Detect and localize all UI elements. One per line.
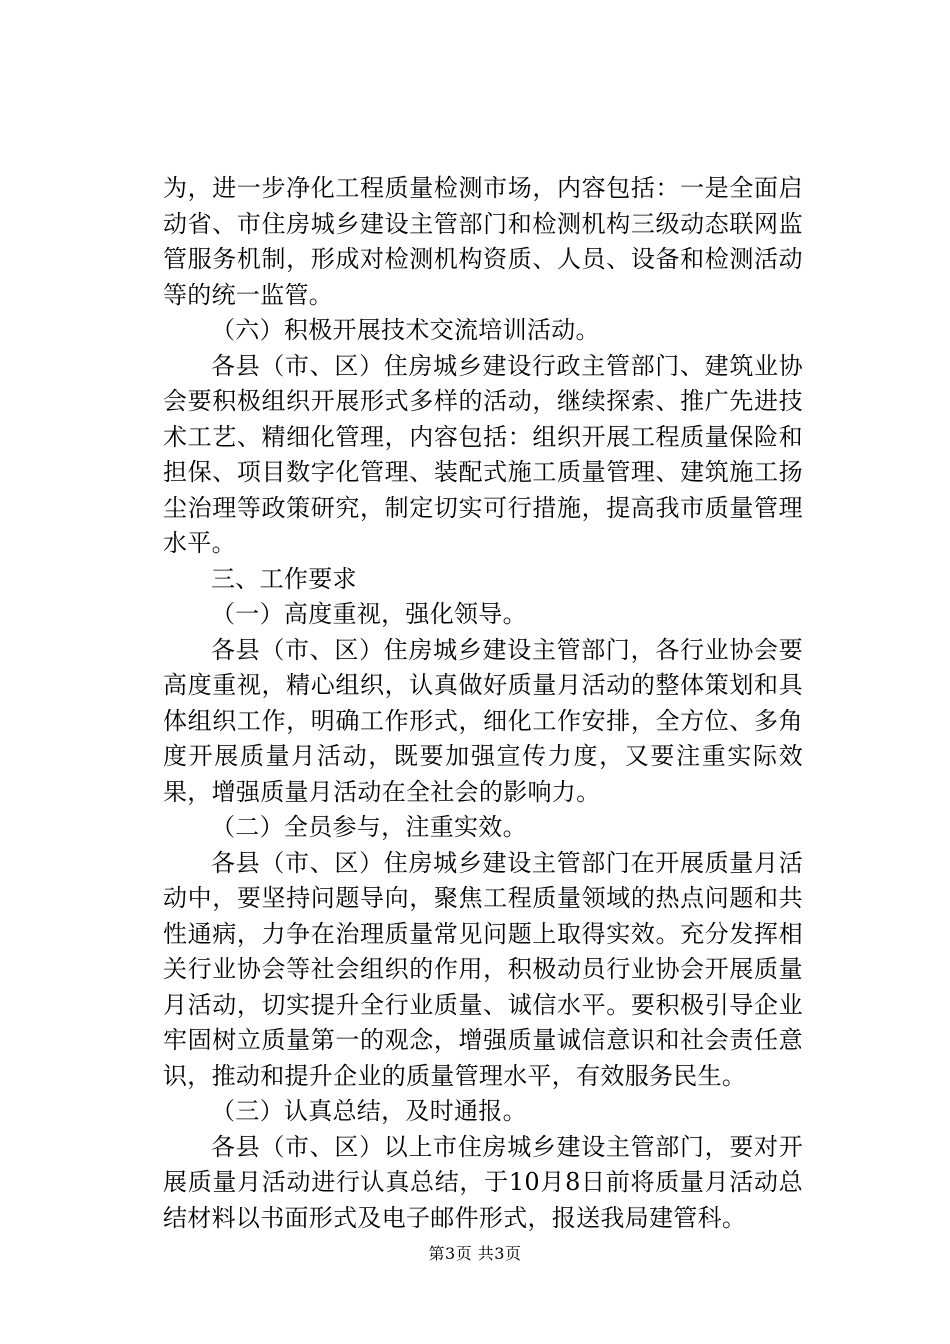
paragraph-participation: 各县（市、区）住房城乡建设主管部门在开展质量月活动中，要坚持问题导向，聚焦工程质量领域的热点问题和共性通病，力争在治理质量常见问题上取得实效。充分发挥相关行业协会等社会组织的作用，积极动员行业协会开展质量月活动，切实提升全行业质量、诚信水平。要积极引导企业牢固树立质量第一的观念，增强质量诚信意识和社会责任意识，推动和提升企业的质量管理水平，有效服务民生。 (163, 848, 803, 1090)
paragraph-leadership: 各县（市、区）住房城乡建设主管部门，各行业协会要高度重视，精心组织，认真做好质量月活动的整体策划和具体组织工作，明确工作形式，细化工作安排，全方位、多角度开展质量月活动，既要加强宣传力度，又要注重实际效果，增强质量月活动在全社会的影响力。 (163, 635, 803, 806)
paragraph-continuation: 为，进一步净化工程质量检测市场，内容包括：一是全面启动省、市住房城乡建设主管部门和检测机构三级动态联网监管服务机制，形成对检测机构资质、人员、设备和检测活动等的统一监管。 (163, 174, 803, 309)
document-body (163, 171, 803, 1236)
paragraph-technical-exchange: 各县（市、区）住房城乡建设行政主管部门、建筑业协会要积极组织开展形式多样的活动，继续探索、推广先进技术工艺、精细化管理，内容包括：组织开展工程质量保险和担保、项目数字化管理、装配式施工质量管理、建筑施工扬尘治理等政策研究，制定切实可行措施，提高我市质量管理水平。 (163, 351, 803, 557)
subheading-2: （二）全员参与，注重实效。 (211, 813, 527, 841)
section-heading-6: （六）积极开展技术交流培训活动。 (211, 316, 600, 344)
section-heading-work-requirements: 三、工作要求 (211, 564, 357, 593)
subheading-3: （三）认真总结，及时通报。 (211, 1097, 527, 1125)
paragraph-summary-report: 各县（市、区）以上市住房城乡建设主管部门，要对开展质量月活动进行认真总结，于10月8日前将质量月活动总结材料以书面形式及电子邮件形式，报送我局建管科。 (163, 1132, 803, 1232)
subheading-1: （一）高度重视，强化领导。 (211, 600, 527, 628)
page-number-footer: 第3页 共3页 (428, 1244, 522, 1263)
